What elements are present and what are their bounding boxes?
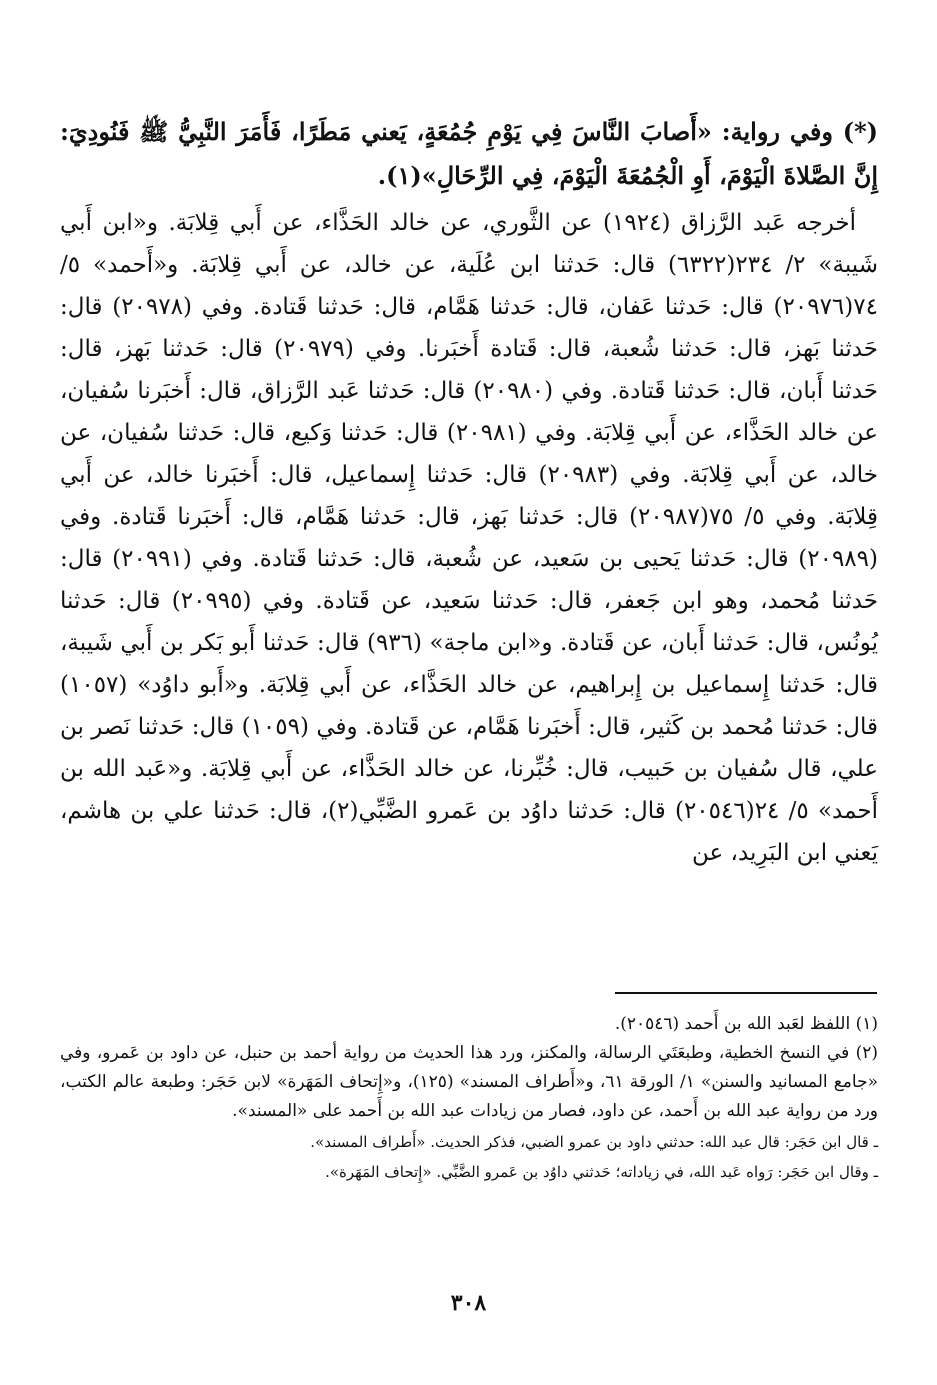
- main-text: [60, 110, 878, 874]
- footnote-1: (١) اللفظ لعَبد الله بن أَحمد (٢٠٥٤٦).: [614, 1014, 878, 1034]
- takhrij-paragraph: أخرجه عَبد الرَّزاق (١٩٢٤) عن الثَّوري، عن خالد الحَذَّاء، عن أَبي قِلابَة. و«ابن أَبي شَيبة» ٢/ ٢٣٤(٦٣٢٢) قال: حَدثنا ابن عُلَية، عن خالد، عن أَبي قِلابَة. و«أَحمد» ٥/ ٧٤(٢٠٩٧٦) قال: حَدثنا عَفان، قال: حَدثنا هَمَّام، قال: حَدثنا قَتادة. وفي (٢٠٩٧٨) قال: حَدثنا بَهز، قال: حَدثنا شُعبة، قال: قَتادة أَخبَرنا. وفي (٢٠٩٧٩) قال: حَدثنا بَهز، قال: حَدثنا أَبان، قال: حَدثنا قَتادة. وفي (٢٠٩٨٠) قال: حَدثنا عَبد الرَّزاق، قال: أَخبَرنا سُفيان، عن خالد الحَذَّاء، عن أَبي قِلابَة. وفي (٢٠٩٨١) قال: حَدثنا وَكيع، قال: حَدثنا سُفيان، عن خالد، عن أَبي قِلابَة. وفي (٢٠٩٨٣) قال: حَدثنا إِسماعيل، قال: أَخبَرنا خالد، عن أَبي قِلابَة. وفي ٥/ ٧٥(٢٠٩٨٧) قال: حَدثنا بَهز، قال: حَدثنا هَمَّام، قال: أَخبَرنا قَتادة. وفي (٢٠٩٨٩) قال: حَدثنا يَحيى بن سَعيد، عن شُعبة، قال: حَدثنا قَتادة. وفي (٢٠٩٩١) قال: حَدثنا مُحمد، وهو ابن جَعفر، قال: حَدثنا سَعيد، عن قَتادة. وفي (٢٠٩٩٥) قال: حَدثنا يُونُس، قال: حَدثنا أَبان، عن قَتادة. و«ابن ماجة» (٩٣٦) قال: حَدثنا أَبو بَكر بن أَبي شَيبة، قال: حَدثنا إِسماعيل بن إِبراهيم، عن خالد الحَذَّاء، عن أَبي قِلابَة. و«أَبو داوُد» (١٠٥٧) قال: حَدثنا مُحمد بن كَثير، قال: أَخبَرنا هَمَّام، عن قَتادة. وفي (١٠٥٩) قال: حَدثنا نَصر بن علي، قال سُفيان بن حَبيب، قال: خُبِّرنا، عن خالد الحَذَّاء، عن أَبي قِلابَة. و«عَبد الله بن أَحمد» ٥/ ٢٤(٢٠٥٤٦) قال: حَدثنا داوُد بن عَمرو الضَّبِّي(٢)، قال: حَدثنا علي بن هاشم، يَعني ابن البَرِيد، عن: [60, 210, 879, 866]
- hadith-variant-text: (*) وفي رواية: «أَصابَ النَّاسَ فِي يَوْمِ جُمُعَةٍ، يَعني مَطَرًا، فَأَمَرَ النَّبِيُّ ﷺ فَنُودِيَ: إِنَّ الصَّلاةَ الْيَوْمَ، أَوِ الْجُمُعَةَ الْيَوْمَ، فِي الرِّحَالِ»(١).: [60, 117, 879, 190]
- footnotes: [60, 1010, 878, 1186]
- footnote-2: (٢) في النسخ الخطية، وطبعَتَي الرسالة، والمكنز، ورد هذا الحديث من رواية أحمد بن حنبل، عن داود بن عَمرو، وفي «جامع المسانيد والسنن» ١/ الورقة ٦١، و«أَطراف المسند» (١٢٥)، و«إِتحاف المَهَرة» لابن حَجَر: وطبعة عالم الكتب، ورد من رواية عبد الله بن أَحمد، عن داود، فصار من زيادات عبد الله بن أَحمد على «المسند».: [60, 1043, 878, 1121]
- footnote-quote-1: ـ قال ابن حَجَر: قال عبد الله: حدثني داود بن عمرو الضبي، فذكر الحديث. «أَطراف المسند».: [310, 1133, 878, 1151]
- page-number: ٣٠٨: [450, 1290, 487, 1316]
- footnote-divider: [615, 992, 877, 994]
- footnote-quote-2: ـ وقال ابن حَجَر: رَواه عَبد الله، في زياداته؛ حَدثني داوُد بن عَمرو الضَّبِّي. «إِتحاف المَهَرة».: [325, 1163, 878, 1181]
